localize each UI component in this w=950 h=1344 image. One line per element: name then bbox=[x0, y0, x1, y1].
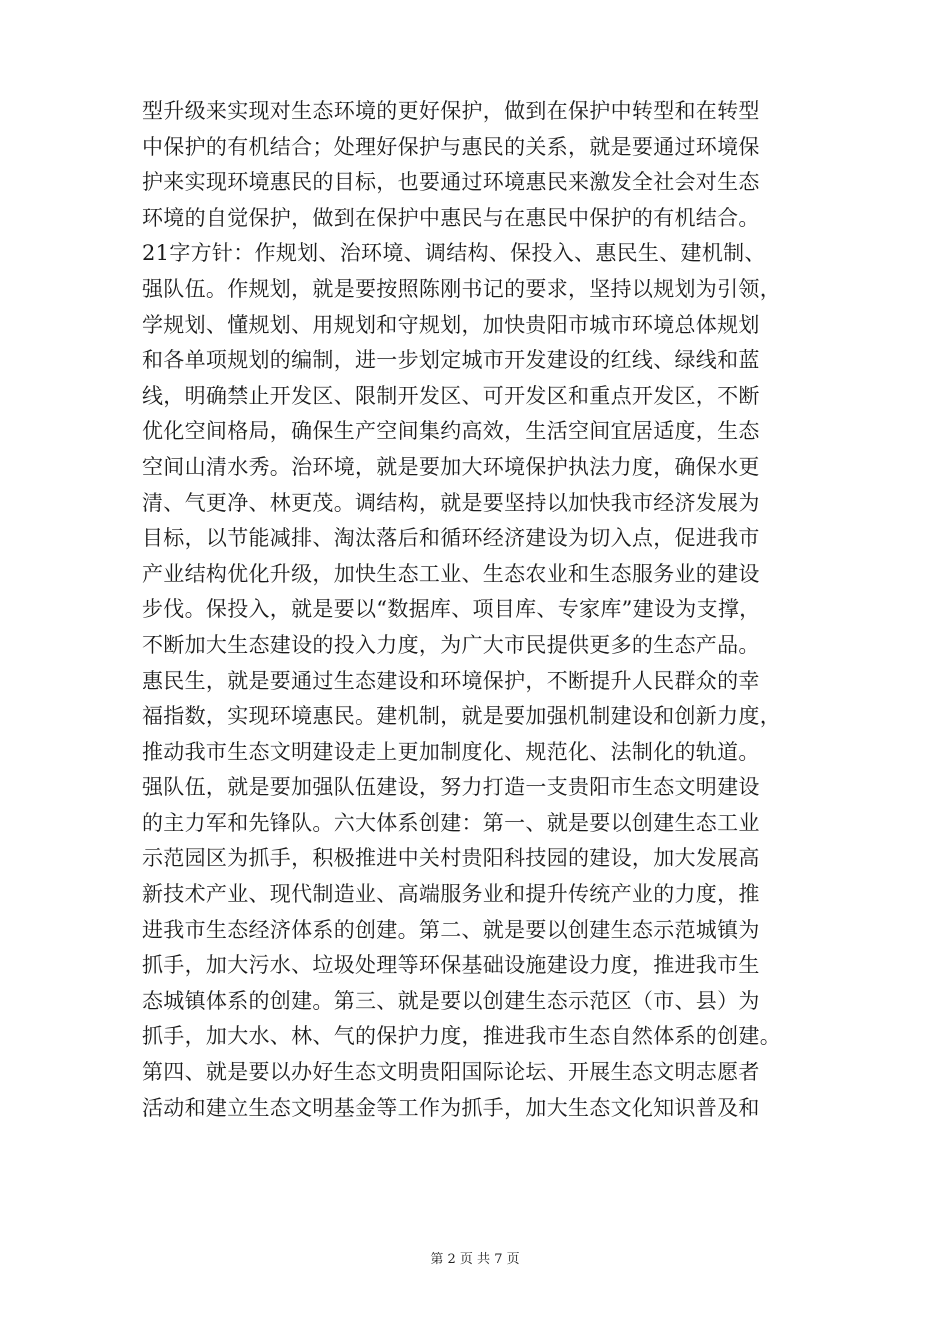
text-line: 型升级来实现对生态环境的更好保护，做到在保护中转型和在转型 bbox=[142, 99, 760, 123]
text-line: 产业结构优化升级，加快生态工业、生态农业和生态服务业的建设 bbox=[142, 561, 760, 586]
text-line: 强队伍，就是要加强队伍建设，努力打造一支贵阳市生态文明建设 bbox=[142, 775, 760, 800]
text-line: 空间山清水秀。治环境，就是要加大环境保护执法力度，确保水更 bbox=[142, 454, 760, 479]
text-line: 示范园区为抓手，积极推进中关村贵阳科技园的建设，加大发展高 bbox=[142, 846, 760, 871]
text-line: 强队伍。作规划，就是要按照陈刚书记的要求，坚持以规划为引领， bbox=[142, 276, 781, 301]
text-line: 和各单项规划的编制，进一步划定城市开发建设的红线、绿线和蓝 bbox=[142, 348, 760, 373]
text-line: 进我市生态经济体系的创建。第二、就是要以创建生态示范城镇为 bbox=[142, 917, 760, 942]
text-line: 清、气更净、林更茂。调结构，就是要坚持以加快我市经济发展为 bbox=[142, 490, 760, 515]
text-line: 惠民生，就是要通过生态建设和环境保护，不断提升人民群众的幸 bbox=[142, 668, 760, 693]
text-line: 态城镇体系的创建。第三、就是要以创建生态示范区（市、县）为 bbox=[142, 988, 760, 1013]
text-line: 环境的自觉保护，做到在保护中惠民与在惠民中保护的有机结合。 bbox=[142, 205, 760, 230]
text-line: 步伐。保投入，就是要以“数据库、项目库、专家库”建设为支撑， bbox=[142, 597, 761, 622]
text-line: 福指数，实现环境惠民。建机制，就是要加强机制建设和创新力度， bbox=[142, 704, 781, 729]
text-line: 线，明确禁止开发区、限制开发区、可开发区和重点开发区，不断 bbox=[142, 383, 760, 408]
text-line: 推动我市生态文明建设走上更加制度化、规范化、法制化的轨道。 bbox=[142, 739, 760, 764]
text-line: 新技术产业、现代制造业、高端服务业和提升传统产业的力度，推 bbox=[142, 882, 760, 907]
text-line: 抓手，加大水、林、气的保护力度，推进我市生态自然体系的创建。 bbox=[142, 1024, 781, 1049]
document-body bbox=[142, 94, 822, 1126]
text-line: 优化空间格局，确保生产空间集约高效，生活空间宜居适度，生态 bbox=[142, 419, 760, 444]
text-line: 抓手，加大污水、垃圾处理等环保基础设施建设力度，推进我市生 bbox=[142, 953, 760, 978]
text-line: 学规划、懂规划、用规划和守规划，加快贵阳市城市环境总体规划 bbox=[142, 312, 760, 337]
text-line: 活动和建立生态文明基金等工作为抓手，加大生态文化知识普及和 bbox=[142, 1095, 760, 1120]
page-number-footer: 第 2 页 共 7 页 bbox=[430, 1252, 520, 1267]
text-line: 中保护的有机结合；处理好保护与惠民的关系，就是要通过环境保 bbox=[142, 134, 760, 159]
text-line: 的主力军和先锋队。六大体系创建：第一、就是要以创建生态工业 bbox=[142, 810, 760, 835]
text-line: 护来实现环境惠民的目标，也要通过环境惠民来激发全社会对生态 bbox=[142, 170, 760, 195]
text-line: 不断加大生态建设的投入力度，为广大市民提供更多的生态产品。 bbox=[142, 632, 760, 657]
text-line: 第四、就是要以办好生态文明贵阳国际论坛、开展生态文明志愿者 bbox=[142, 1060, 760, 1085]
text-line: 21字方针：作规划、治环境、调结构、保投入、惠民生、建机制、 bbox=[142, 241, 766, 266]
text-line: 目标，以节能减排、淘汰落后和循环经济建设为切入点，促进我市 bbox=[142, 526, 760, 551]
